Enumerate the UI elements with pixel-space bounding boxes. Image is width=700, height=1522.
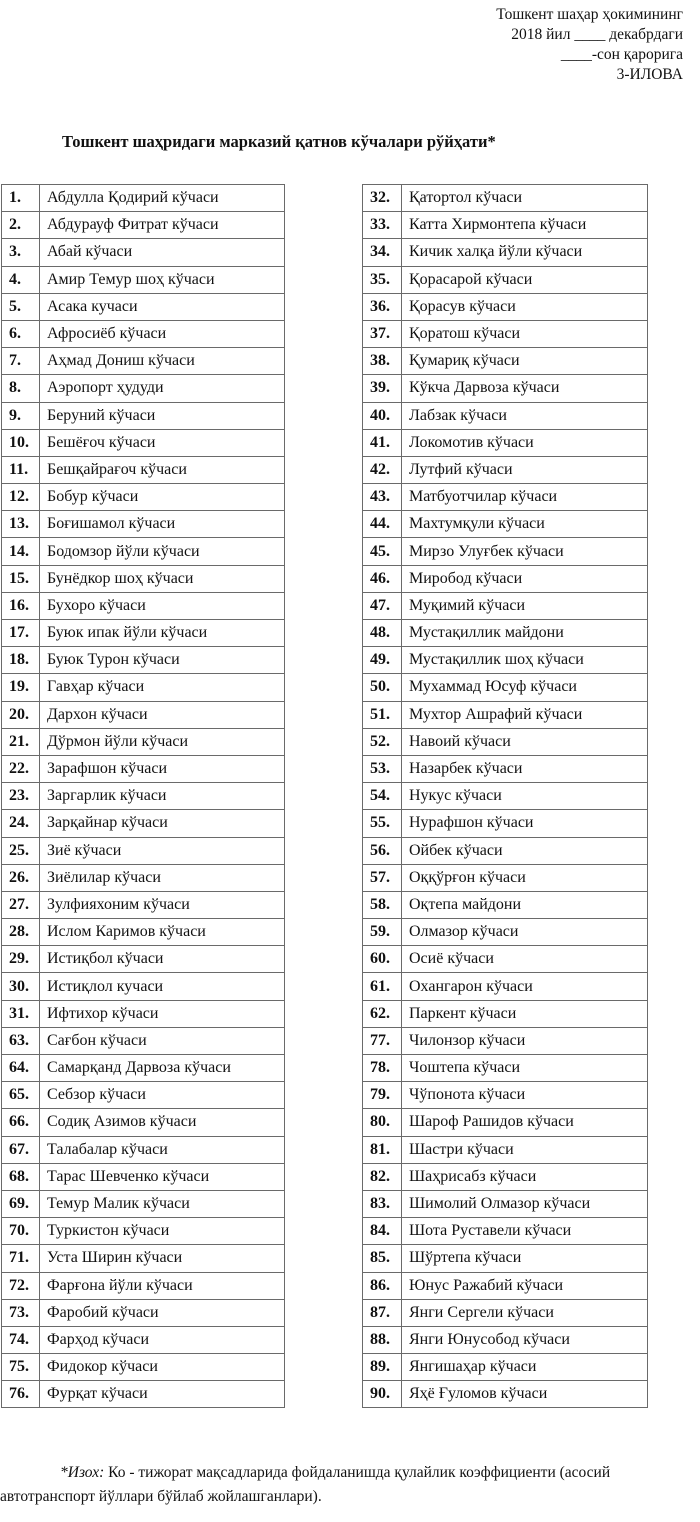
row-number: 53. (363, 755, 402, 782)
row-number: 71. (2, 1245, 40, 1272)
table-row (363, 1000, 648, 1027)
table-row (363, 212, 648, 239)
row-number: 52. (363, 728, 402, 755)
street-name: Бешёғоч кўчаси (40, 429, 285, 456)
street-name: Махтумқули кўчаси (402, 511, 648, 538)
row-number: 34. (363, 239, 402, 266)
table-row (363, 429, 648, 456)
street-name: Талабалар кўчаси (40, 1136, 285, 1163)
table-row (2, 810, 285, 837)
row-number: 15. (2, 565, 40, 592)
table-row (2, 701, 285, 728)
street-name: Фидокор кўчаси (40, 1354, 285, 1381)
footnote-text: Ко - тижорат мақсадларида фойдаланишда қулайлик коэффициенти (асосий (104, 1464, 611, 1481)
row-number: 64. (2, 1055, 40, 1082)
page-title: Тошкент шаҳридаги марказий қатнов кўчалари рўйҳати* (62, 132, 496, 151)
row-number: 83. (363, 1190, 402, 1217)
table-row (363, 293, 648, 320)
row-number: 47. (363, 592, 402, 619)
street-name: Амир Темур шоҳ кўчаси (40, 266, 285, 293)
street-name: Чилонзор кўчаси (402, 1027, 648, 1054)
header-line: ____-сон қарорига (560, 46, 683, 63)
row-number: 82. (363, 1163, 402, 1190)
row-number: 3. (2, 239, 40, 266)
table-row (2, 1082, 285, 1109)
street-name: Янги Юнусобод кўчаси (402, 1326, 648, 1353)
street-name: Шимолий Олмазор кўчаси (402, 1190, 648, 1217)
table-row (2, 1272, 285, 1299)
row-number: 26. (2, 864, 40, 891)
row-number: 80. (363, 1109, 402, 1136)
street-name: Афросиёб кўчаси (40, 320, 285, 347)
row-number: 46. (363, 565, 402, 592)
row-number: 56. (363, 837, 402, 864)
row-number: 32. (363, 185, 402, 212)
street-name: Абдулла Қодирий кўчаси (40, 185, 285, 212)
street-name: Чоштепа кўчаси (402, 1055, 648, 1082)
table-row (363, 1136, 648, 1163)
table-row (2, 1000, 285, 1027)
table-row (2, 620, 285, 647)
table-row (363, 1326, 648, 1353)
row-number: 1. (2, 185, 40, 212)
table-row (2, 484, 285, 511)
street-name: Кўкча Дарвоза кўчаси (402, 375, 648, 402)
row-number: 58. (363, 891, 402, 918)
row-number: 86. (363, 1272, 402, 1299)
table-row (363, 1299, 648, 1326)
row-number: 79. (363, 1082, 402, 1109)
row-number: 11. (2, 456, 40, 483)
street-table-left (1, 184, 285, 1408)
street-name: Мухтор Ашрафий кўчаси (402, 701, 648, 728)
table-row (363, 810, 648, 837)
table-row (2, 864, 285, 891)
table-row (363, 674, 648, 701)
row-number: 24. (2, 810, 40, 837)
row-number: 67. (2, 1136, 40, 1163)
table-row (2, 1190, 285, 1217)
table-row (363, 1055, 648, 1082)
document-header (496, 5, 683, 85)
street-name: Зиё кўчаси (40, 837, 285, 864)
table-row (2, 728, 285, 755)
table-row (363, 946, 648, 973)
table-row (363, 891, 648, 918)
table-row (363, 1163, 648, 1190)
street-name: Зулфияхоним кўчаси (40, 891, 285, 918)
table-row (363, 1190, 648, 1217)
table-row (363, 1354, 648, 1381)
street-name: Бобур кўчаси (40, 484, 285, 511)
table-row (363, 1381, 648, 1408)
row-number: 38. (363, 348, 402, 375)
table-row (2, 919, 285, 946)
table-row (363, 185, 648, 212)
row-number: 87. (363, 1299, 402, 1326)
street-name: Янгишаҳар кўчаси (402, 1354, 648, 1381)
row-number: 22. (2, 755, 40, 782)
table-row (2, 1218, 285, 1245)
table-row (363, 538, 648, 565)
street-name: Катта Хирмонтепа кўчаси (402, 212, 648, 239)
row-number: 57. (363, 864, 402, 891)
table-row (363, 402, 648, 429)
row-number: 5. (2, 293, 40, 320)
row-number: 54. (363, 783, 402, 810)
street-name: Содиқ Азимов кўчаси (40, 1109, 285, 1136)
row-number: 43. (363, 484, 402, 511)
street-name: Қатортол кўчаси (402, 185, 648, 212)
street-name: Назарбек кўчаси (402, 755, 648, 782)
street-name: Бешқайрағоч кўчаси (40, 456, 285, 483)
header-line: Тошкент шаҳар ҳокимининг (496, 6, 683, 23)
table-row (363, 456, 648, 483)
row-number: 28. (2, 919, 40, 946)
table-row (363, 919, 648, 946)
row-number: 85. (363, 1245, 402, 1272)
street-name: Оққўрғон кўчаси (402, 864, 648, 891)
footnote-label: *Изох: (60, 1464, 105, 1481)
street-name: Сағбон кўчаси (40, 1027, 285, 1054)
table-row (363, 266, 648, 293)
row-number: 42. (363, 456, 402, 483)
row-number: 59. (363, 919, 402, 946)
row-number: 30. (2, 973, 40, 1000)
row-number: 20. (2, 701, 40, 728)
street-name: Уста Ширин кўчаси (40, 1245, 285, 1272)
table-row (2, 266, 285, 293)
street-name: Оқтепа майдони (402, 891, 648, 918)
street-name: Дўрмон йўли кўчаси (40, 728, 285, 755)
street-name: Самарқанд Дарвоза кўчаси (40, 1055, 285, 1082)
row-number: 90. (363, 1381, 402, 1408)
street-name: Туркистон кўчаси (40, 1218, 285, 1245)
table-row (2, 348, 285, 375)
street-name: Мухаммад Юсуф кўчаси (402, 674, 648, 701)
row-number: 9. (2, 402, 40, 429)
street-name: Нукус кўчаси (402, 783, 648, 810)
table-row (363, 701, 648, 728)
row-number: 12. (2, 484, 40, 511)
header-line: 3-ИЛОВА (616, 66, 683, 83)
row-number: 72. (2, 1272, 40, 1299)
row-number: 84. (363, 1218, 402, 1245)
row-number: 4. (2, 266, 40, 293)
street-name: Аэропорт ҳудуди (40, 375, 285, 402)
table-row (363, 1245, 648, 1272)
table-row (2, 239, 285, 266)
row-number: 7. (2, 348, 40, 375)
street-name: Абдурауф Фитрат кўчаси (40, 212, 285, 239)
header-line: 2018 йил ____ декабрдаги (511, 26, 683, 43)
table-row (2, 647, 285, 674)
street-name: Заргарлик кўчаси (40, 783, 285, 810)
table-row (2, 402, 285, 429)
street-name: Ойбек кўчаси (402, 837, 648, 864)
row-number: 51. (363, 701, 402, 728)
street-name: Охангарон кўчаси (402, 973, 648, 1000)
street-name: Осиё кўчаси (402, 946, 648, 973)
row-number: 8. (2, 375, 40, 402)
row-number: 2. (2, 212, 40, 239)
street-name: Темур Малик кўчаси (40, 1190, 285, 1217)
table-row (2, 837, 285, 864)
row-number: 29. (2, 946, 40, 973)
table-row (2, 320, 285, 347)
row-number: 39. (363, 375, 402, 402)
row-number: 44. (363, 511, 402, 538)
footnote (0, 1461, 684, 1509)
table-row (363, 755, 648, 782)
row-number: 66. (2, 1109, 40, 1136)
table-row (2, 592, 285, 619)
street-name: Беруний кўчаси (40, 402, 285, 429)
table-row (2, 511, 285, 538)
street-name: Қоратош кўчаси (402, 320, 648, 347)
table-row (2, 1381, 285, 1408)
table-row (363, 1109, 648, 1136)
table-row (2, 456, 285, 483)
row-number: 65. (2, 1082, 40, 1109)
row-number: 19. (2, 674, 40, 701)
table-row (2, 1299, 285, 1326)
street-name: Қумариқ кўчаси (402, 348, 648, 375)
street-name: Мирзо Улуғбек кўчаси (402, 538, 648, 565)
row-number: 63. (2, 1027, 40, 1054)
street-name: Гавҳар кўчаси (40, 674, 285, 701)
row-number: 14. (2, 538, 40, 565)
table-row (363, 348, 648, 375)
table-row (363, 239, 648, 266)
table-row (2, 375, 285, 402)
street-name: Буюк ипак йўли кўчаси (40, 620, 285, 647)
table-row (363, 511, 648, 538)
street-name: Яҳё Ғуломов кўчаси (402, 1381, 648, 1408)
table-row (2, 293, 285, 320)
row-number: 6. (2, 320, 40, 347)
row-number: 13. (2, 511, 40, 538)
table-row (2, 1245, 285, 1272)
row-number: 18. (2, 647, 40, 674)
row-number: 27. (2, 891, 40, 918)
street-name: Буюк Турон кўчаси (40, 647, 285, 674)
row-number: 70. (2, 1218, 40, 1245)
street-name: Асака кучаси (40, 293, 285, 320)
table-row (2, 1027, 285, 1054)
table-row (363, 1218, 648, 1245)
table-row (363, 647, 648, 674)
street-name: Юнус Ражабий кўчаси (402, 1272, 648, 1299)
street-name: Аҳмад Дониш кўчаси (40, 348, 285, 375)
street-name: Ифтихор кўчаси (40, 1000, 285, 1027)
table-row (2, 1055, 285, 1082)
row-number: 21. (2, 728, 40, 755)
table-row (2, 1136, 285, 1163)
street-name: Янги Сергели кўчаси (402, 1299, 648, 1326)
table-row (2, 891, 285, 918)
row-number: 31. (2, 1000, 40, 1027)
row-number: 36. (363, 293, 402, 320)
row-number: 10. (2, 429, 40, 456)
table-row (363, 1082, 648, 1109)
table-row (2, 185, 285, 212)
street-name: Шароф Рашидов кўчаси (402, 1109, 648, 1136)
row-number: 75. (2, 1354, 40, 1381)
street-table-right (362, 184, 648, 1408)
table-row (363, 973, 648, 1000)
row-number: 17. (2, 620, 40, 647)
row-number: 73. (2, 1299, 40, 1326)
row-number: 50. (363, 674, 402, 701)
row-number: 88. (363, 1326, 402, 1353)
street-name: Зарафшон кўчаси (40, 755, 285, 782)
table-row (363, 864, 648, 891)
street-name: Қорасарой кўчаси (402, 266, 648, 293)
row-number: 77. (363, 1027, 402, 1054)
row-number: 48. (363, 620, 402, 647)
street-name: Муқимий кўчаси (402, 592, 648, 619)
table-row (2, 565, 285, 592)
street-name: Мустақиллик шоҳ кўчаси (402, 647, 648, 674)
street-name: Фурқат кўчаси (40, 1381, 285, 1408)
row-number: 40. (363, 402, 402, 429)
street-name: Олмазор кўчаси (402, 919, 648, 946)
street-name: Чўпонота кўчаси (402, 1082, 648, 1109)
row-number: 68. (2, 1163, 40, 1190)
table-row (363, 484, 648, 511)
row-number: 49. (363, 647, 402, 674)
street-name: Қорасув кўчаси (402, 293, 648, 320)
row-number: 89. (363, 1354, 402, 1381)
street-name: Себзор кўчаси (40, 1082, 285, 1109)
street-name: Фаробий кўчаси (40, 1299, 285, 1326)
street-name: Шаҳрисабз кўчаси (402, 1163, 648, 1190)
street-name: Шўртепа кўчаси (402, 1245, 648, 1272)
row-number: 60. (363, 946, 402, 973)
table-row (2, 1326, 285, 1353)
table-row (363, 1027, 648, 1054)
table-row (2, 1109, 285, 1136)
row-number: 78. (363, 1055, 402, 1082)
street-name: Истиқбол кўчаси (40, 946, 285, 973)
street-name: Шастри кўчаси (402, 1136, 648, 1163)
table-row (2, 674, 285, 701)
street-name: Нурафшон кўчаси (402, 810, 648, 837)
row-number: 76. (2, 1381, 40, 1408)
table-row (363, 783, 648, 810)
street-name: Навоий кўчаси (402, 728, 648, 755)
street-name: Кичик халқа йўли кўчаси (402, 239, 648, 266)
row-number: 25. (2, 837, 40, 864)
table-row (363, 375, 648, 402)
street-name: Истиқлол кучаси (40, 973, 285, 1000)
street-name: Бухоро кўчаси (40, 592, 285, 619)
row-number: 81. (363, 1136, 402, 1163)
row-number: 62. (363, 1000, 402, 1027)
row-number: 41. (363, 429, 402, 456)
street-name: Шота Руставели кўчаси (402, 1218, 648, 1245)
table-row (2, 1163, 285, 1190)
table-row (363, 565, 648, 592)
row-number: 33. (363, 212, 402, 239)
row-number: 16. (2, 592, 40, 619)
street-name: Абай кўчаси (40, 239, 285, 266)
row-number: 61. (363, 973, 402, 1000)
street-name: Локомотив кўчаси (402, 429, 648, 456)
street-name: Матбуотчилар кўчаси (402, 484, 648, 511)
street-name: Мустақиллик майдони (402, 620, 648, 647)
street-name: Паркент кўчаси (402, 1000, 648, 1027)
row-number: 45. (363, 538, 402, 565)
table-row (2, 783, 285, 810)
table-row (2, 429, 285, 456)
street-name: Фарҳод кўчаси (40, 1326, 285, 1353)
table-row (363, 728, 648, 755)
street-name: Бодомзор йўли кўчаси (40, 538, 285, 565)
row-number: 23. (2, 783, 40, 810)
footnote-text-continued: автотранспорт йўллари бўйлаб жойлашганлари). (0, 1488, 322, 1505)
street-name: Бунёдкор шоҳ кўчаси (40, 565, 285, 592)
street-name: Лабзак кўчаси (402, 402, 648, 429)
row-number: 69. (2, 1190, 40, 1217)
row-number: 55. (363, 810, 402, 837)
street-name: Дархон кўчаси (40, 701, 285, 728)
table-row (363, 592, 648, 619)
street-name: Лутфий кўчаси (402, 456, 648, 483)
street-name: Фарғона йўли кўчаси (40, 1272, 285, 1299)
street-name: Зиёлилар кўчаси (40, 864, 285, 891)
row-number: 37. (363, 320, 402, 347)
street-name: Зарқайнар кўчаси (40, 810, 285, 837)
table-row (2, 755, 285, 782)
street-name: Боғишамол кўчаси (40, 511, 285, 538)
table-row (2, 212, 285, 239)
table-row (363, 837, 648, 864)
street-name: Миробод кўчаси (402, 565, 648, 592)
table-row (2, 1354, 285, 1381)
table-row (363, 620, 648, 647)
row-number: 35. (363, 266, 402, 293)
street-name: Тарас Шевченко кўчаси (40, 1163, 285, 1190)
table-row (363, 320, 648, 347)
table-row (2, 946, 285, 973)
table-row (2, 538, 285, 565)
street-name: Ислом Каримов кўчаси (40, 919, 285, 946)
table-row (2, 973, 285, 1000)
table-row (363, 1272, 648, 1299)
row-number: 74. (2, 1326, 40, 1353)
